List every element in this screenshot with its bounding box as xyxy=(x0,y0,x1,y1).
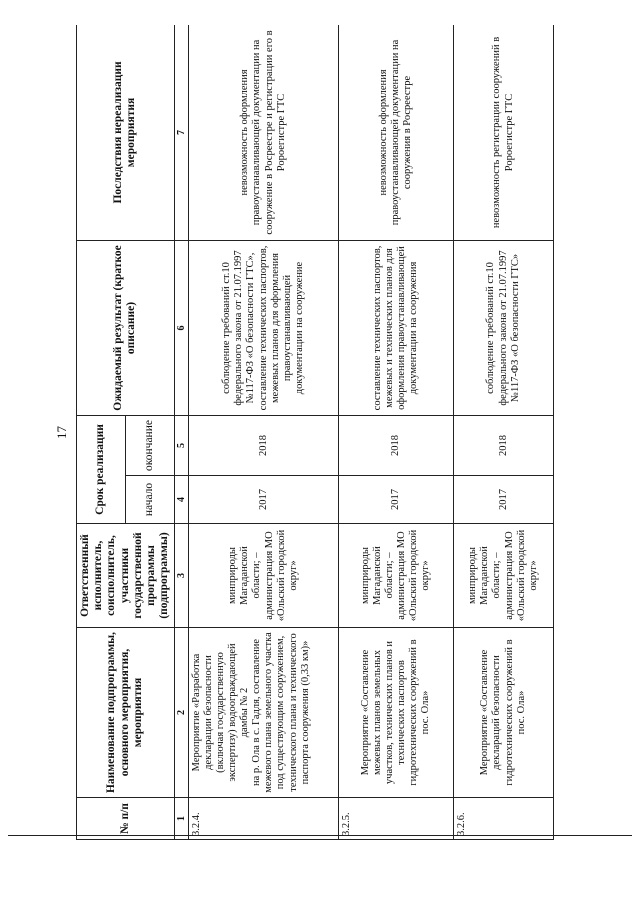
header-name: Наименование подпрограммы, основного мероприятия, мероприятия xyxy=(77,628,175,798)
page-number: 17 xyxy=(54,426,69,439)
start-year: 2017 xyxy=(189,476,339,524)
executor: минприроды Магаданской области; – администрация МО «Ольский городской округ» xyxy=(189,524,339,628)
expected-result: соблюдение требований ст.10 федерального закона от 21.07.1997 №117-ФЗ «О безопасности ГТС», составление технических паспортов, межевых планов для оформления правоустанавливающей документации на сооружение xyxy=(189,240,339,415)
header-result: Ожидаемый результат (краткое описание) xyxy=(77,240,175,415)
end-year: 2018 xyxy=(189,415,339,475)
row-number: 3.2.4. xyxy=(189,798,339,840)
table-row xyxy=(454,25,554,840)
measure-name: Мероприятие «Разработка декларации безопасности (включая государственную экспертизу) водоограждающей дамбы № 2 на р. Ола в с. Гадля, составление межевого плана земельного участка под существующим сооружением, технического плана и технического паспорта сооружения (0,33 км)» xyxy=(189,628,339,798)
row-number: 3.2.6. xyxy=(454,798,554,840)
header-term: Срок реализации xyxy=(77,415,126,523)
column-index: 5 xyxy=(174,415,189,475)
header-start: начало xyxy=(125,476,174,524)
consequences: невозможность оформления правоустанавливающей документации на сооружения в Росреестре xyxy=(339,25,454,240)
measure-name: Мероприятие «Составление деклараций безопасности гидротехнических сооружений в пос. Ола» xyxy=(454,628,554,798)
header-end: окончание xyxy=(125,415,174,475)
end-year: 2018 xyxy=(339,415,454,475)
row-number: 3.2.5. xyxy=(339,798,454,840)
expected-result: составление технических паспортов, межевых и технических планов для оформления правоустанавливающей документации на сооружения xyxy=(339,240,454,415)
consequences: невозможность регистрации сооружений в Ророегистре ГТС xyxy=(454,25,554,240)
executor: минприроды Магаданской области; – администрация МО «Ольский городской округ» xyxy=(339,524,454,628)
start-year: 2017 xyxy=(339,476,454,524)
header-number: № п/п xyxy=(77,798,175,840)
consequences: невозможность оформления правоустанавливающей документации на сооружение в Росреестре и регистрации его в Ророегистре ГТС xyxy=(189,25,339,240)
column-index: 3 xyxy=(174,524,189,628)
column-index: 7 xyxy=(174,25,189,240)
column-index: 6 xyxy=(174,240,189,415)
table-row xyxy=(189,25,339,840)
program-measures-table xyxy=(76,25,554,840)
expected-result: соблюдение требований ст.10 федерального закона от 21.07.1997 №117-ФЗ «О безопасности ГТС» xyxy=(454,240,554,415)
landscape-content xyxy=(52,25,622,840)
column-index-row xyxy=(174,25,189,840)
column-index: 2 xyxy=(174,628,189,798)
end-year: 2018 xyxy=(454,415,554,475)
start-year: 2017 xyxy=(454,476,554,524)
header-consequences: Последствия нереализации мероприятия xyxy=(77,25,175,240)
executor: минприроды Магаданской области; – администрация МО «Ольский городской округ» xyxy=(454,524,554,628)
column-index: 4 xyxy=(174,476,189,524)
column-index: 1 xyxy=(174,798,189,840)
measure-name: Мероприятие «Составление межевых планов земельных участков, технических планов и технических паспортов гидротехнических сооружений в пос. Ола» xyxy=(339,628,454,798)
table-row xyxy=(339,25,454,840)
rotated-page xyxy=(52,25,622,840)
header-executor: Ответственный исполнитель, соисполнитель, участники государственной программы (подпрограммы) xyxy=(77,524,175,628)
